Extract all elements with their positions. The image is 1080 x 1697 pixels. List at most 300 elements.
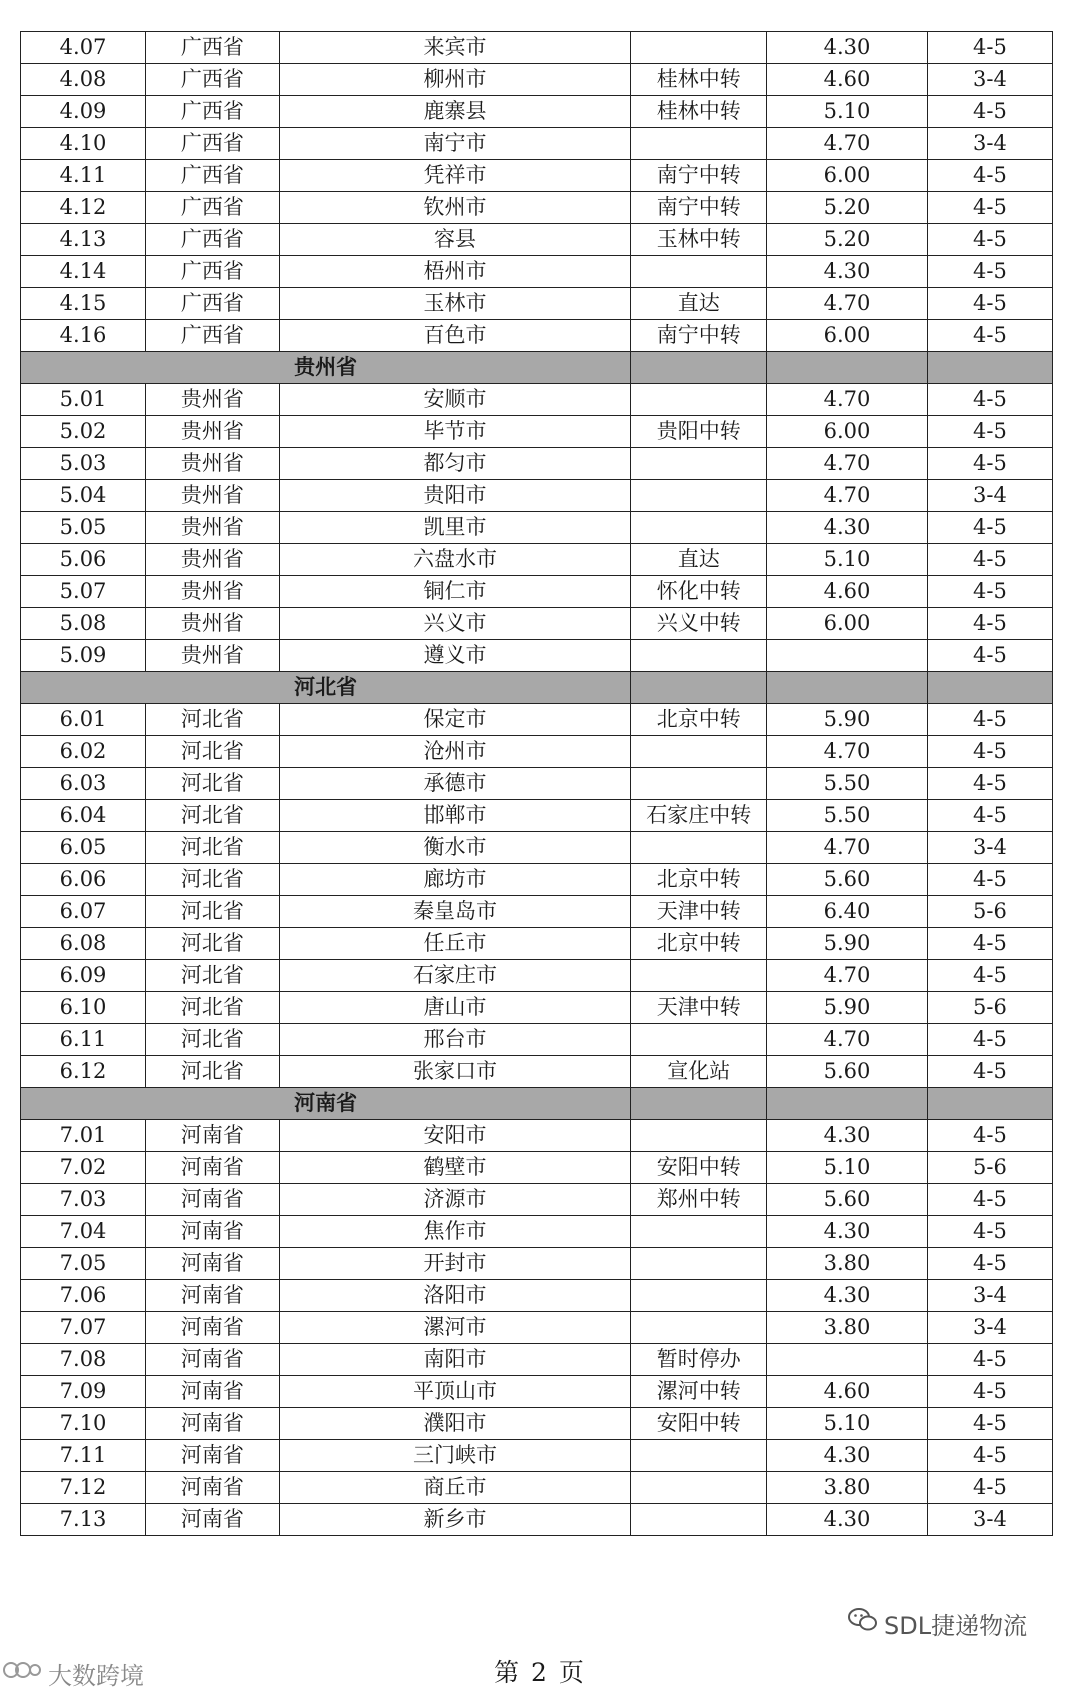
code-cell: 7.04 — [21, 1216, 146, 1248]
city-cell: 南阳市 — [279, 1344, 631, 1376]
table-row — [21, 288, 1053, 320]
province-cell: 河北省 — [146, 992, 280, 1024]
transit-cell: 直达 — [631, 288, 767, 320]
days-cell: 3-4 — [927, 1312, 1052, 1344]
transit-cell — [631, 1504, 767, 1536]
days-cell: 4-5 — [927, 1056, 1052, 1088]
table-row — [21, 736, 1053, 768]
code-cell: 6.05 — [21, 832, 146, 864]
city-cell: 平顶山市 — [279, 1376, 631, 1408]
code-cell: 5.04 — [21, 480, 146, 512]
city-cell: 保定市 — [279, 704, 631, 736]
days-cell: 3-4 — [927, 832, 1052, 864]
days-cell: 4-5 — [927, 1472, 1052, 1504]
price-cell: 5.10 — [767, 96, 928, 128]
table-row — [21, 1216, 1053, 1248]
days-cell: 4-5 — [927, 160, 1052, 192]
price-cell: 5.50 — [767, 800, 928, 832]
code-cell: 4.09 — [21, 96, 146, 128]
code-cell: 7.13 — [21, 1504, 146, 1536]
section-header-blank — [631, 352, 767, 384]
province-cell: 贵州省 — [146, 512, 280, 544]
transit-cell: 暂时停办 — [631, 1344, 767, 1376]
days-cell: 4-5 — [927, 544, 1052, 576]
province-cell: 河南省 — [146, 1408, 280, 1440]
days-cell: 4-5 — [927, 256, 1052, 288]
transit-cell — [631, 1280, 767, 1312]
code-cell: 6.04 — [21, 800, 146, 832]
code-cell: 4.14 — [21, 256, 146, 288]
transit-cell: 漯河中转 — [631, 1376, 767, 1408]
city-cell: 济源市 — [279, 1184, 631, 1216]
wechat-icon — [848, 1607, 878, 1640]
province-cell: 广西省 — [146, 256, 280, 288]
table-row — [21, 576, 1053, 608]
table-row — [21, 544, 1053, 576]
watermark-right — [848, 1606, 1027, 1641]
table-row — [21, 608, 1053, 640]
section-header-blank — [927, 1088, 1052, 1120]
days-cell: 4-5 — [927, 288, 1052, 320]
table-row — [21, 864, 1053, 896]
days-cell: 5-6 — [927, 896, 1052, 928]
code-cell: 6.10 — [21, 992, 146, 1024]
table-row — [21, 416, 1053, 448]
days-cell: 4-5 — [927, 864, 1052, 896]
price-cell: 6.00 — [767, 160, 928, 192]
code-cell: 6.07 — [21, 896, 146, 928]
price-cell: 4.70 — [767, 384, 928, 416]
days-cell: 4-5 — [927, 736, 1052, 768]
price-cell: 4.70 — [767, 448, 928, 480]
days-cell: 4-5 — [927, 1376, 1052, 1408]
days-cell: 4-5 — [927, 1120, 1052, 1152]
province-cell: 广西省 — [146, 32, 280, 64]
city-cell: 衡水市 — [279, 832, 631, 864]
transit-cell — [631, 1120, 767, 1152]
table-row — [21, 1344, 1053, 1376]
table-row — [21, 96, 1053, 128]
city-cell: 鹿寨县 — [279, 96, 631, 128]
transit-cell: 直达 — [631, 544, 767, 576]
transit-cell: 天津中转 — [631, 896, 767, 928]
price-cell: 5.10 — [767, 544, 928, 576]
price-cell: 5.20 — [767, 224, 928, 256]
province-cell: 河北省 — [146, 768, 280, 800]
days-cell: 4-5 — [927, 1248, 1052, 1280]
city-cell: 南宁市 — [279, 128, 631, 160]
transit-cell: 北京中转 — [631, 928, 767, 960]
table-row — [21, 960, 1053, 992]
price-cell: 4.70 — [767, 1024, 928, 1056]
city-cell: 商丘市 — [279, 1472, 631, 1504]
transit-cell — [631, 512, 767, 544]
transit-cell: 安阳中转 — [631, 1408, 767, 1440]
table-row — [21, 1504, 1053, 1536]
province-cell: 河北省 — [146, 896, 280, 928]
section-header-blank — [927, 352, 1052, 384]
province-cell: 广西省 — [146, 320, 280, 352]
section-header-blank — [927, 672, 1052, 704]
province-cell: 广西省 — [146, 160, 280, 192]
code-cell: 7.02 — [21, 1152, 146, 1184]
table-body — [21, 32, 1053, 1536]
transit-cell: 北京中转 — [631, 864, 767, 896]
province-cell: 河南省 — [146, 1472, 280, 1504]
price-cell: 5.90 — [767, 704, 928, 736]
table-row — [21, 64, 1053, 96]
city-cell: 贵阳市 — [279, 480, 631, 512]
province-cell: 贵州省 — [146, 608, 280, 640]
price-cell: 4.70 — [767, 288, 928, 320]
days-cell: 3-4 — [927, 128, 1052, 160]
table-row — [21, 992, 1053, 1024]
table-row — [21, 800, 1053, 832]
table-row — [21, 128, 1053, 160]
code-cell: 5.08 — [21, 608, 146, 640]
province-cell: 河北省 — [146, 864, 280, 896]
days-cell: 4-5 — [927, 704, 1052, 736]
province-cell: 河北省 — [146, 832, 280, 864]
transit-cell — [631, 128, 767, 160]
transit-cell — [631, 832, 767, 864]
code-cell: 7.09 — [21, 1376, 146, 1408]
province-cell: 河北省 — [146, 928, 280, 960]
city-cell: 焦作市 — [279, 1216, 631, 1248]
city-cell: 任丘市 — [279, 928, 631, 960]
watermark-left-text: 大数跨境 — [48, 1662, 144, 1690]
province-cell: 广西省 — [146, 288, 280, 320]
price-cell: 4.70 — [767, 960, 928, 992]
days-cell: 4-5 — [927, 416, 1052, 448]
code-cell: 7.03 — [21, 1184, 146, 1216]
province-cell: 河南省 — [146, 1504, 280, 1536]
transit-cell — [631, 640, 767, 672]
table-row — [21, 1024, 1053, 1056]
city-cell: 安顺市 — [279, 384, 631, 416]
province-cell: 河北省 — [146, 800, 280, 832]
transit-cell: 南宁中转 — [631, 192, 767, 224]
code-cell: 5.03 — [21, 448, 146, 480]
table-row — [21, 640, 1053, 672]
city-cell: 安阳市 — [279, 1120, 631, 1152]
transit-cell — [631, 480, 767, 512]
province-cell: 河南省 — [146, 1376, 280, 1408]
code-cell: 6.01 — [21, 704, 146, 736]
days-cell: 4-5 — [927, 640, 1052, 672]
days-cell: 4-5 — [927, 768, 1052, 800]
price-cell: 6.00 — [767, 416, 928, 448]
transit-cell: 兴义中转 — [631, 608, 767, 640]
province-cell: 河北省 — [146, 1024, 280, 1056]
province-cell: 河南省 — [146, 1312, 280, 1344]
price-cell: 4.30 — [767, 1216, 928, 1248]
table-row — [21, 512, 1053, 544]
code-cell: 6.09 — [21, 960, 146, 992]
province-cell: 贵州省 — [146, 640, 280, 672]
city-cell: 唐山市 — [279, 992, 631, 1024]
days-cell: 3-4 — [927, 64, 1052, 96]
city-cell: 濮阳市 — [279, 1408, 631, 1440]
city-cell: 漯河市 — [279, 1312, 631, 1344]
days-cell: 4-5 — [927, 1440, 1052, 1472]
price-cell: 5.50 — [767, 768, 928, 800]
table-row — [21, 448, 1053, 480]
code-cell: 4.07 — [21, 32, 146, 64]
page-number: 第 2 页 — [494, 1658, 586, 1687]
price-cell: 4.30 — [767, 1120, 928, 1152]
table-row — [21, 1408, 1053, 1440]
transit-cell: 宣化站 — [631, 1056, 767, 1088]
code-cell: 6.03 — [21, 768, 146, 800]
price-cell: 5.10 — [767, 1152, 928, 1184]
table-row — [21, 896, 1053, 928]
transit-cell: 北京中转 — [631, 704, 767, 736]
transit-cell: 桂林中转 — [631, 64, 767, 96]
code-cell: 4.13 — [21, 224, 146, 256]
price-cell: 4.30 — [767, 1440, 928, 1472]
province-cell: 河南省 — [146, 1440, 280, 1472]
rate-table — [20, 31, 1053, 1536]
table-row — [21, 1248, 1053, 1280]
price-cell: 6.40 — [767, 896, 928, 928]
price-cell: 4.30 — [767, 512, 928, 544]
city-cell: 凭祥市 — [279, 160, 631, 192]
price-cell: 5.90 — [767, 928, 928, 960]
price-cell: 4.60 — [767, 1376, 928, 1408]
table-row — [21, 1184, 1053, 1216]
transit-cell: 贵阳中转 — [631, 416, 767, 448]
section-header-label: 河南省 — [21, 1088, 631, 1120]
city-cell: 玉林市 — [279, 288, 631, 320]
province-cell: 贵州省 — [146, 416, 280, 448]
city-cell: 梧州市 — [279, 256, 631, 288]
section-header-row — [21, 352, 1053, 384]
transit-cell — [631, 1216, 767, 1248]
section-header-label: 河北省 — [21, 672, 631, 704]
price-cell: 5.90 — [767, 992, 928, 1024]
price-cell: 4.70 — [767, 480, 928, 512]
city-cell: 三门峡市 — [279, 1440, 631, 1472]
code-cell: 7.08 — [21, 1344, 146, 1376]
code-cell: 4.10 — [21, 128, 146, 160]
section-header-row — [21, 1088, 1053, 1120]
days-cell: 4-5 — [927, 512, 1052, 544]
code-cell: 4.08 — [21, 64, 146, 96]
city-cell: 钦州市 — [279, 192, 631, 224]
table-row — [21, 384, 1053, 416]
table-row — [21, 704, 1053, 736]
table-row — [21, 1376, 1053, 1408]
city-cell: 兴义市 — [279, 608, 631, 640]
province-cell: 河北省 — [146, 1056, 280, 1088]
price-cell: 5.20 — [767, 192, 928, 224]
price-cell: 5.60 — [767, 1184, 928, 1216]
code-cell: 7.06 — [21, 1280, 146, 1312]
days-cell: 4-5 — [927, 448, 1052, 480]
price-cell: 5.60 — [767, 864, 928, 896]
days-cell: 4-5 — [927, 1408, 1052, 1440]
price-cell: 4.60 — [767, 64, 928, 96]
transit-cell: 南宁中转 — [631, 320, 767, 352]
city-cell: 承德市 — [279, 768, 631, 800]
table-row — [21, 1472, 1053, 1504]
city-cell: 鹤壁市 — [279, 1152, 631, 1184]
transit-cell: 怀化中转 — [631, 576, 767, 608]
code-cell: 5.07 — [21, 576, 146, 608]
code-cell: 5.05 — [21, 512, 146, 544]
province-cell: 河南省 — [146, 1184, 280, 1216]
province-cell: 河南省 — [146, 1248, 280, 1280]
province-cell: 贵州省 — [146, 480, 280, 512]
section-header-blank — [767, 1088, 928, 1120]
transit-cell: 桂林中转 — [631, 96, 767, 128]
code-cell: 7.11 — [21, 1440, 146, 1472]
price-cell: 5.60 — [767, 1056, 928, 1088]
table-row — [21, 1056, 1053, 1088]
code-cell: 7.10 — [21, 1408, 146, 1440]
table-row — [21, 1280, 1053, 1312]
city-cell: 开封市 — [279, 1248, 631, 1280]
city-cell: 容县 — [279, 224, 631, 256]
days-cell: 3-4 — [927, 480, 1052, 512]
city-cell: 沧州市 — [279, 736, 631, 768]
price-cell: 3.80 — [767, 1312, 928, 1344]
table-row — [21, 480, 1053, 512]
city-cell: 遵义市 — [279, 640, 631, 672]
price-cell: 4.70 — [767, 736, 928, 768]
table-row — [21, 192, 1053, 224]
city-cell: 都匀市 — [279, 448, 631, 480]
days-cell: 4-5 — [927, 1344, 1052, 1376]
city-cell: 铜仁市 — [279, 576, 631, 608]
city-cell: 来宾市 — [279, 32, 631, 64]
section-header-row — [21, 672, 1053, 704]
table-row — [21, 32, 1053, 64]
days-cell: 4-5 — [927, 928, 1052, 960]
code-cell: 7.07 — [21, 1312, 146, 1344]
days-cell: 4-5 — [927, 96, 1052, 128]
city-cell: 新乡市 — [279, 1504, 631, 1536]
code-cell: 6.02 — [21, 736, 146, 768]
section-header-label: 贵州省 — [21, 352, 631, 384]
days-cell: 4-5 — [927, 384, 1052, 416]
code-cell: 7.12 — [21, 1472, 146, 1504]
days-cell: 4-5 — [927, 1024, 1052, 1056]
days-cell: 4-5 — [927, 800, 1052, 832]
province-cell: 广西省 — [146, 224, 280, 256]
transit-cell — [631, 768, 767, 800]
city-cell: 毕节市 — [279, 416, 631, 448]
price-cell: 6.00 — [767, 320, 928, 352]
transit-cell — [631, 960, 767, 992]
province-cell: 河南省 — [146, 1120, 280, 1152]
days-cell: 3-4 — [927, 1504, 1052, 1536]
days-cell: 5-6 — [927, 992, 1052, 1024]
transit-cell: 天津中转 — [631, 992, 767, 1024]
days-cell: 4-5 — [927, 960, 1052, 992]
transit-cell — [631, 1024, 767, 1056]
province-cell: 广西省 — [146, 96, 280, 128]
transit-cell: 南宁中转 — [631, 160, 767, 192]
price-cell: 6.00 — [767, 608, 928, 640]
code-cell: 6.06 — [21, 864, 146, 896]
code-cell: 6.12 — [21, 1056, 146, 1088]
city-cell: 邯郸市 — [279, 800, 631, 832]
table-row — [21, 768, 1053, 800]
code-cell: 4.12 — [21, 192, 146, 224]
section-header-blank — [767, 672, 928, 704]
province-cell: 贵州省 — [146, 576, 280, 608]
table-row — [21, 1120, 1053, 1152]
days-cell: 4-5 — [927, 224, 1052, 256]
code-cell: 7.01 — [21, 1120, 146, 1152]
table-row — [21, 1440, 1053, 1472]
city-cell: 凯里市 — [279, 512, 631, 544]
days-cell: 5-6 — [927, 1152, 1052, 1184]
price-cell: 3.80 — [767, 1472, 928, 1504]
days-cell: 4-5 — [927, 32, 1052, 64]
days-cell: 4-5 — [927, 576, 1052, 608]
table-row — [21, 256, 1053, 288]
city-cell: 洛阳市 — [279, 1280, 631, 1312]
transit-cell — [631, 736, 767, 768]
price-cell: 4.30 — [767, 1280, 928, 1312]
table-row — [21, 1312, 1053, 1344]
table-row — [21, 928, 1053, 960]
transit-cell — [631, 448, 767, 480]
price-cell — [767, 640, 928, 672]
days-cell: 3-4 — [927, 1280, 1052, 1312]
code-cell: 5.02 — [21, 416, 146, 448]
code-cell: 7.05 — [21, 1248, 146, 1280]
transit-cell — [631, 1440, 767, 1472]
price-cell: 4.70 — [767, 128, 928, 160]
price-cell — [767, 1344, 928, 1376]
transit-cell — [631, 32, 767, 64]
city-cell: 百色市 — [279, 320, 631, 352]
province-cell: 广西省 — [146, 128, 280, 160]
section-header-blank — [631, 672, 767, 704]
code-cell: 6.08 — [21, 928, 146, 960]
city-cell: 邢台市 — [279, 1024, 631, 1056]
province-cell: 河北省 — [146, 736, 280, 768]
transit-cell — [631, 1472, 767, 1504]
section-header-blank — [631, 1088, 767, 1120]
table-row — [21, 320, 1053, 352]
city-cell: 廊坊市 — [279, 864, 631, 896]
price-cell: 4.30 — [767, 32, 928, 64]
city-cell: 柳州市 — [279, 64, 631, 96]
transit-cell: 玉林中转 — [631, 224, 767, 256]
days-cell: 4-5 — [927, 192, 1052, 224]
transit-cell: 郑州中转 — [631, 1184, 767, 1216]
province-cell: 贵州省 — [146, 384, 280, 416]
days-cell: 4-5 — [927, 1184, 1052, 1216]
table-row — [21, 160, 1053, 192]
section-header-blank — [767, 352, 928, 384]
table-row — [21, 1152, 1053, 1184]
table-row — [21, 832, 1053, 864]
transit-cell: 石家庄中转 — [631, 800, 767, 832]
city-cell: 石家庄市 — [279, 960, 631, 992]
city-cell: 六盘水市 — [279, 544, 631, 576]
days-cell: 4-5 — [927, 320, 1052, 352]
province-cell: 河北省 — [146, 960, 280, 992]
transit-cell — [631, 384, 767, 416]
transit-cell — [631, 256, 767, 288]
transit-cell: 安阳中转 — [631, 1152, 767, 1184]
